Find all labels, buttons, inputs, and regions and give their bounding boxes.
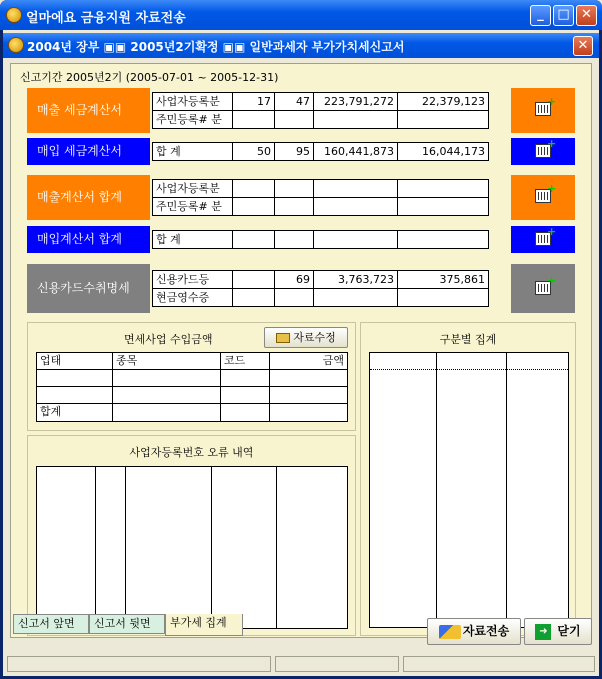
close-label: 닫기 [557,624,581,638]
spreadsheet-add-icon [535,189,551,203]
status-bar [3,654,599,674]
status-segment [7,656,271,672]
edit-data-label: 자료수정 [293,331,336,344]
child-title: 2004년 장부 ▣▣ 2005년2기확정 ▣▣ 일반과세자 부가가치세신고서 [27,40,405,54]
edit-data-button[interactable] [264,327,348,348]
sales-invoice-detail-button[interactable] [511,175,575,220]
supply-value [314,180,398,198]
selected-row[interactable] [370,353,568,370]
column-divider [211,467,212,628]
count-a: 50 [233,143,275,161]
row-category: 신용카드등 [153,271,233,289]
business-number-errors-box [27,435,356,636]
close-button[interactable] [524,618,592,645]
table-cell [270,404,347,421]
window-title: 얼마에요 금융지원 자료전송 [26,11,186,26]
close-window-button[interactable]: ✕ [576,5,597,26]
count-a: 17 [233,93,275,111]
child-close-button[interactable]: ✕ [573,36,593,56]
table-cell[interactable] [270,370,347,387]
spreadsheet-add-icon [535,102,551,116]
column-divider [95,467,96,628]
category-summary-box [360,322,576,636]
category-summary-title: 구분별 집계 [439,333,497,346]
supply-value: 3,763,723 [314,271,398,289]
client-area [3,30,599,676]
column-divider [506,353,507,627]
column-divider [436,353,437,627]
send-data-label: 자료전송 [462,624,510,638]
section-grid [152,92,489,129]
row-category: 주민등록# 분 [153,198,233,216]
row-category: 현금영수증 [153,289,233,307]
sales-detail-button[interactable] [511,88,575,133]
maximize-button[interactable]: □ [553,5,574,26]
errors-title: 사업자등록번호 오류 내역 [129,446,254,459]
form-panel [10,63,592,638]
row-category: 합 계 [153,143,233,161]
row-category: 사업자등록분 [153,180,233,198]
exempt-income-box [27,322,356,431]
table-cell[interactable] [37,370,113,387]
tab-return-front[interactable]: 신고서 앞면 [13,614,89,634]
table-cell [113,404,221,421]
supply-value: 160,441,873 [314,143,398,161]
tax-amount: 22,379,123 [398,93,488,111]
errors-table[interactable] [36,466,348,629]
credit-card-detail-button[interactable] [511,264,575,313]
table-cell [221,404,270,421]
count-a [233,271,275,289]
tax-amount: 16,044,173 [422,145,485,158]
section-grid [152,270,489,307]
filing-period: 신고기간 2005년2기 (2005-07-01 ~ 2005-12-31) [20,71,279,84]
table-cell[interactable] [113,387,221,404]
status-segment [403,656,595,672]
section-label: 신용카드수취명세 [27,264,150,313]
count-a [233,111,275,129]
sales-invoice-total-row [27,175,510,220]
section-label: 매입 세금계산서 [27,138,150,165]
child-title-bar [3,33,599,58]
total-label: 합계 [37,404,113,421]
tax-amount [398,231,488,249]
transfer-icon [439,625,461,639]
supply-value [314,111,398,129]
spreadsheet-add-icon [535,281,551,295]
minimize-button[interactable]: _ [530,5,551,26]
column-divider [276,467,277,628]
spreadsheet-add-icon [535,232,551,246]
credit-card-receipts-row [27,264,510,313]
section-grid [152,179,489,216]
count-a [233,198,275,216]
count-a [233,180,275,198]
count-b [275,111,314,129]
col-header-code: 코드 [221,353,270,370]
count-b: 95 [275,143,314,161]
section-label: 매출계산서 합계 [27,175,150,220]
category-summary-table[interactable] [369,352,569,628]
spreadsheet-add-icon [535,144,551,158]
count-b: 47 [275,93,314,111]
send-data-button[interactable] [427,618,521,645]
supply-value [314,231,398,249]
col-header-item: 종목 [113,353,221,370]
section-label: 매출 세금계산서 [27,88,150,133]
supply-value: 223,791,272 [314,93,398,111]
supply-value [314,198,398,216]
sales-tax-invoice-row [27,88,510,133]
tab-vat-summary[interactable]: 부가세 집계 [165,614,243,636]
section-grid [152,142,489,161]
supply-value [314,289,398,307]
row-category: 합 계 [153,231,233,249]
col-header-amount: 금액 [270,353,347,370]
section-grid [152,230,489,249]
purchase-invoice-total-row [27,226,510,253]
purchase-detail-button[interactable] [511,138,575,165]
tax-amount [398,180,488,198]
folder-open-icon [276,333,290,343]
column-divider [125,467,126,628]
col-header-business-type: 업태 [37,353,113,370]
row-category: 사업자등록분 [153,93,233,111]
count-b [275,289,314,307]
exempt-income-table [36,352,348,422]
purchase-invoice-detail-button[interactable] [511,226,575,253]
count-b [275,231,314,249]
section-label: 매입계산서 합계 [27,226,150,253]
count-a [233,231,275,249]
count-a [233,289,275,307]
count-b: 69 [275,271,314,289]
title-bar [0,0,602,30]
status-segment [275,656,399,672]
tab-return-back[interactable]: 신고서 뒷면 [89,614,165,634]
purchase-tax-invoice-row [27,138,510,165]
tax-amount [398,111,488,129]
tax-amount [398,289,488,307]
tax-amount [398,198,488,216]
table-cell[interactable] [113,370,221,387]
table-cell[interactable] [221,370,270,387]
count-b [275,180,314,198]
exit-icon: ➜ [535,624,551,640]
app-icon [6,7,22,23]
exempt-income-title: 면세사업 수입금액 [124,333,213,346]
doc-icon [8,37,24,53]
table-cell[interactable] [37,387,113,404]
row-category: 주민등록# 분 [153,111,233,129]
tax-amount: 375,861 [398,271,488,289]
table-cell[interactable] [221,387,270,404]
table-cell[interactable] [270,387,347,404]
count-b [275,198,314,216]
